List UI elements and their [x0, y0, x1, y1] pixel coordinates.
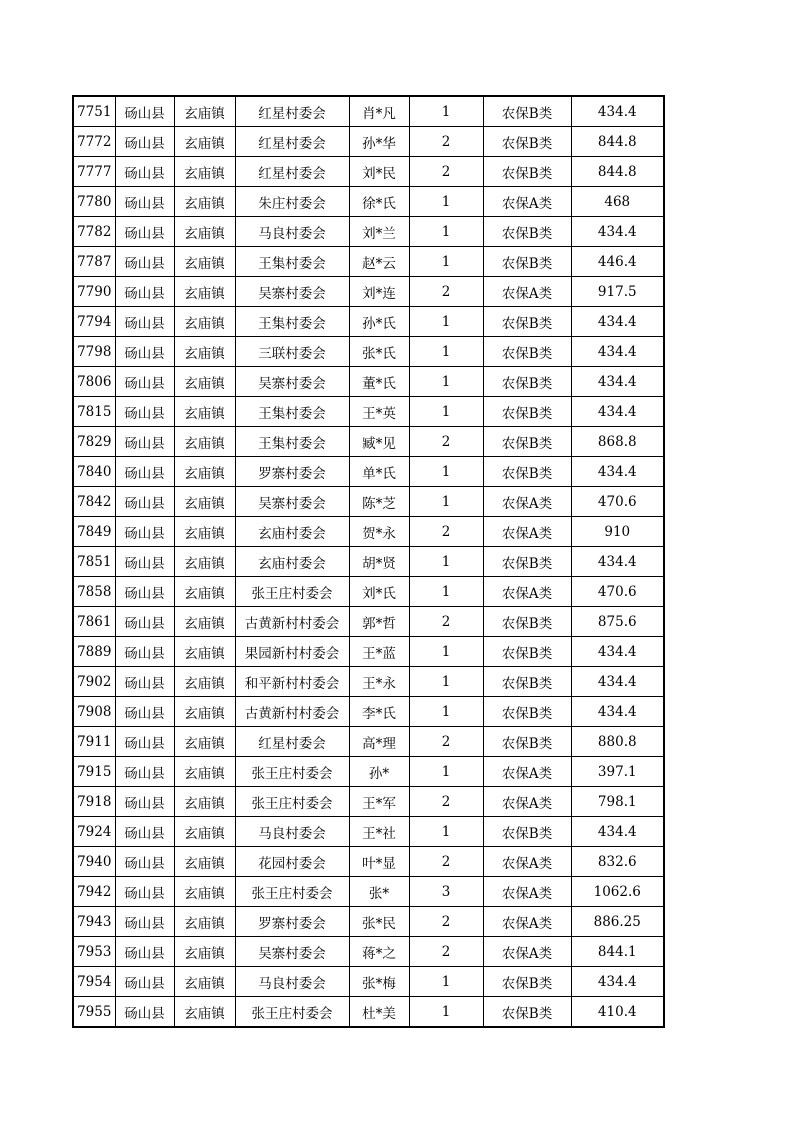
- village-cell: 马良村委会: [235, 967, 349, 997]
- village-cell: 张王庄村委会: [235, 757, 349, 787]
- village-cell: 吴寨村委会: [235, 487, 349, 517]
- record-id-cell: 7794: [73, 307, 115, 337]
- insurance-class-cell: 农保B类: [483, 397, 571, 427]
- household-size-cell: 2: [409, 907, 483, 937]
- insurance-class-cell: 农保B类: [483, 817, 571, 847]
- name-cell: 贺*永: [349, 517, 409, 547]
- amount-cell: 434.4: [571, 457, 664, 487]
- household-size-cell: 1: [409, 187, 483, 217]
- town-cell: 玄庙镇: [174, 727, 235, 757]
- record-id-cell: 7842: [73, 487, 115, 517]
- table-row: [73, 727, 664, 757]
- table-row: [73, 757, 664, 787]
- village-cell: 王集村委会: [235, 427, 349, 457]
- amount-cell: 434.4: [571, 637, 664, 667]
- town-cell: 玄庙镇: [174, 397, 235, 427]
- amount-cell: 397.1: [571, 757, 664, 787]
- table-row: [73, 517, 664, 547]
- village-cell: 张王庄村委会: [235, 877, 349, 907]
- insurance-class-cell: 农保A类: [483, 877, 571, 907]
- town-cell: 玄庙镇: [174, 517, 235, 547]
- record-id-cell: 7751: [73, 96, 115, 127]
- household-size-cell: 2: [409, 427, 483, 457]
- name-cell: 蒋*之: [349, 937, 409, 967]
- table-row: [73, 697, 664, 727]
- amount-cell: 1062.6: [571, 877, 664, 907]
- insurance-class-cell: 农保B类: [483, 367, 571, 397]
- county-cell: 砀山县: [115, 217, 174, 247]
- village-cell: 红星村委会: [235, 727, 349, 757]
- town-cell: 玄庙镇: [174, 187, 235, 217]
- table-row: [73, 96, 664, 127]
- amount-cell: 917.5: [571, 277, 664, 307]
- town-cell: 玄庙镇: [174, 547, 235, 577]
- county-cell: 砀山县: [115, 487, 174, 517]
- household-size-cell: 1: [409, 817, 483, 847]
- name-cell: 臧*见: [349, 427, 409, 457]
- household-size-cell: 2: [409, 727, 483, 757]
- amount-cell: 868.8: [571, 427, 664, 457]
- name-cell: 张*氏: [349, 337, 409, 367]
- table-row: [73, 127, 664, 157]
- name-cell: 张*民: [349, 907, 409, 937]
- table-row: [73, 997, 664, 1028]
- household-size-cell: 1: [409, 247, 483, 277]
- table-row: [73, 247, 664, 277]
- village-cell: 果园新村村委会: [235, 637, 349, 667]
- amount-cell: 844.8: [571, 157, 664, 187]
- county-cell: 砀山县: [115, 577, 174, 607]
- amount-cell: 910: [571, 517, 664, 547]
- table-row: [73, 157, 664, 187]
- village-cell: 玄庙村委会: [235, 517, 349, 547]
- insurance-class-cell: 农保B类: [483, 547, 571, 577]
- name-cell: 胡*贤: [349, 547, 409, 577]
- insurance-class-cell: 农保A类: [483, 907, 571, 937]
- name-cell: 单*氏: [349, 457, 409, 487]
- record-id-cell: 7798: [73, 337, 115, 367]
- household-size-cell: 2: [409, 847, 483, 877]
- county-cell: 砀山县: [115, 547, 174, 577]
- village-cell: 吴寨村委会: [235, 367, 349, 397]
- amount-cell: 434.4: [571, 96, 664, 127]
- insurance-class-cell: 农保B类: [483, 127, 571, 157]
- name-cell: 王*社: [349, 817, 409, 847]
- amount-cell: 434.4: [571, 817, 664, 847]
- table-row: [73, 787, 664, 817]
- insurance-class-cell: 农保B类: [483, 457, 571, 487]
- table-row: [73, 577, 664, 607]
- record-id-cell: 7849: [73, 517, 115, 547]
- record-id-cell: 7858: [73, 577, 115, 607]
- amount-cell: 434.4: [571, 337, 664, 367]
- insurance-class-cell: 农保B类: [483, 967, 571, 997]
- amount-cell: 434.4: [571, 967, 664, 997]
- village-cell: 马良村委会: [235, 817, 349, 847]
- record-id-cell: 7943: [73, 907, 115, 937]
- amount-cell: 410.4: [571, 997, 664, 1028]
- town-cell: 玄庙镇: [174, 367, 235, 397]
- household-size-cell: 1: [409, 967, 483, 997]
- table-row: [73, 307, 664, 337]
- household-size-cell: 1: [409, 337, 483, 367]
- village-cell: 和平新村村委会: [235, 667, 349, 697]
- county-cell: 砀山县: [115, 817, 174, 847]
- name-cell: 徐*氏: [349, 187, 409, 217]
- household-size-cell: 2: [409, 157, 483, 187]
- town-cell: 玄庙镇: [174, 307, 235, 337]
- table-row: [73, 877, 664, 907]
- amount-cell: 434.4: [571, 397, 664, 427]
- record-id-cell: 7861: [73, 607, 115, 637]
- town-cell: 玄庙镇: [174, 787, 235, 817]
- insurance-class-cell: 农保B类: [483, 96, 571, 127]
- village-cell: 古黄新村村委会: [235, 697, 349, 727]
- amount-cell: 886.25: [571, 907, 664, 937]
- amount-cell: 468: [571, 187, 664, 217]
- insurance-class-cell: 农保B类: [483, 247, 571, 277]
- record-id-cell: 7940: [73, 847, 115, 877]
- village-cell: 玄庙村委会: [235, 547, 349, 577]
- amount-cell: 446.4: [571, 247, 664, 277]
- table-row: [73, 487, 664, 517]
- household-size-cell: 1: [409, 697, 483, 727]
- county-cell: 砀山县: [115, 757, 174, 787]
- county-cell: 砀山县: [115, 937, 174, 967]
- record-id-cell: 7772: [73, 127, 115, 157]
- county-cell: 砀山县: [115, 787, 174, 817]
- county-cell: 砀山县: [115, 907, 174, 937]
- county-cell: 砀山县: [115, 457, 174, 487]
- household-size-cell: 1: [409, 457, 483, 487]
- insurance-class-cell: 农保B类: [483, 607, 571, 637]
- insurance-class-cell: 农保A类: [483, 937, 571, 967]
- village-cell: 罗寨村委会: [235, 907, 349, 937]
- roster-table: [72, 95, 665, 1028]
- insurance-class-cell: 农保A类: [483, 187, 571, 217]
- county-cell: 砀山县: [115, 187, 174, 217]
- name-cell: 张*: [349, 877, 409, 907]
- record-id-cell: 7902: [73, 667, 115, 697]
- village-cell: 红星村委会: [235, 96, 349, 127]
- town-cell: 玄庙镇: [174, 247, 235, 277]
- insurance-class-cell: 农保B类: [483, 697, 571, 727]
- record-id-cell: 7840: [73, 457, 115, 487]
- insurance-class-cell: 农保B类: [483, 667, 571, 697]
- record-id-cell: 7815: [73, 397, 115, 427]
- insurance-class-cell: 农保A类: [483, 787, 571, 817]
- household-size-cell: 1: [409, 757, 483, 787]
- village-cell: 张王庄村委会: [235, 577, 349, 607]
- record-id-cell: 7780: [73, 187, 115, 217]
- insurance-class-cell: 农保B类: [483, 307, 571, 337]
- village-cell: 张王庄村委会: [235, 787, 349, 817]
- village-cell: 吴寨村委会: [235, 937, 349, 967]
- record-id-cell: 7918: [73, 787, 115, 817]
- household-size-cell: 2: [409, 127, 483, 157]
- village-cell: 三联村委会: [235, 337, 349, 367]
- amount-cell: 470.6: [571, 487, 664, 517]
- amount-cell: 434.4: [571, 217, 664, 247]
- record-id-cell: 7942: [73, 877, 115, 907]
- table-row: [73, 457, 664, 487]
- amount-cell: 844.1: [571, 937, 664, 967]
- insurance-class-cell: 农保B类: [483, 337, 571, 367]
- household-size-cell: 1: [409, 997, 483, 1028]
- household-size-cell: 1: [409, 637, 483, 667]
- table-row: [73, 187, 664, 217]
- table-row: [73, 547, 664, 577]
- household-size-cell: 1: [409, 397, 483, 427]
- record-id-cell: 7924: [73, 817, 115, 847]
- amount-cell: 434.4: [571, 367, 664, 397]
- name-cell: 孙*华: [349, 127, 409, 157]
- amount-cell: 875.6: [571, 607, 664, 637]
- village-cell: 张王庄村委会: [235, 997, 349, 1028]
- insurance-class-cell: 农保A类: [483, 517, 571, 547]
- town-cell: 玄庙镇: [174, 757, 235, 787]
- insurance-class-cell: 农保A类: [483, 847, 571, 877]
- insurance-class-cell: 农保B类: [483, 427, 571, 457]
- village-cell: 红星村委会: [235, 127, 349, 157]
- insurance-class-cell: 农保B类: [483, 157, 571, 187]
- household-size-cell: 3: [409, 877, 483, 907]
- name-cell: 叶*显: [349, 847, 409, 877]
- name-cell: 王*军: [349, 787, 409, 817]
- household-size-cell: 2: [409, 277, 483, 307]
- village-cell: 王集村委会: [235, 247, 349, 277]
- name-cell: 陈*芝: [349, 487, 409, 517]
- county-cell: 砀山县: [115, 337, 174, 367]
- record-id-cell: 7829: [73, 427, 115, 457]
- insurance-class-cell: 农保A类: [483, 277, 571, 307]
- household-size-cell: 2: [409, 787, 483, 817]
- name-cell: 肖*凡: [349, 96, 409, 127]
- table-row: [73, 217, 664, 247]
- county-cell: 砀山县: [115, 127, 174, 157]
- name-cell: 王*蓝: [349, 637, 409, 667]
- county-cell: 砀山县: [115, 667, 174, 697]
- table-row: [73, 607, 664, 637]
- amount-cell: 434.4: [571, 697, 664, 727]
- household-size-cell: 1: [409, 487, 483, 517]
- record-id-cell: 7790: [73, 277, 115, 307]
- town-cell: 玄庙镇: [174, 607, 235, 637]
- household-size-cell: 1: [409, 307, 483, 337]
- amount-cell: 470.6: [571, 577, 664, 607]
- record-id-cell: 7787: [73, 247, 115, 277]
- household-size-cell: 1: [409, 577, 483, 607]
- village-cell: 王集村委会: [235, 397, 349, 427]
- roster-body: [73, 96, 664, 1027]
- table-row: [73, 967, 664, 997]
- town-cell: 玄庙镇: [174, 667, 235, 697]
- table-row: [73, 397, 664, 427]
- name-cell: 郭*哲: [349, 607, 409, 637]
- town-cell: 玄庙镇: [174, 877, 235, 907]
- name-cell: 王*英: [349, 397, 409, 427]
- household-size-cell: 1: [409, 367, 483, 397]
- insurance-class-cell: 农保B类: [483, 217, 571, 247]
- table-row: [73, 337, 664, 367]
- town-cell: 玄庙镇: [174, 697, 235, 727]
- table-row: [73, 427, 664, 457]
- name-cell: 刘*连: [349, 277, 409, 307]
- insurance-class-cell: 农保B类: [483, 637, 571, 667]
- town-cell: 玄庙镇: [174, 157, 235, 187]
- table-row: [73, 937, 664, 967]
- town-cell: 玄庙镇: [174, 967, 235, 997]
- county-cell: 砀山县: [115, 697, 174, 727]
- village-cell: 红星村委会: [235, 157, 349, 187]
- household-size-cell: 1: [409, 547, 483, 577]
- name-cell: 孙*: [349, 757, 409, 787]
- insurance-class-cell: 农保B类: [483, 997, 571, 1028]
- insurance-class-cell: 农保A类: [483, 757, 571, 787]
- name-cell: 董*氏: [349, 367, 409, 397]
- record-id-cell: 7915: [73, 757, 115, 787]
- county-cell: 砀山县: [115, 157, 174, 187]
- household-size-cell: 1: [409, 96, 483, 127]
- village-cell: 王集村委会: [235, 307, 349, 337]
- county-cell: 砀山县: [115, 877, 174, 907]
- county-cell: 砀山县: [115, 247, 174, 277]
- name-cell: 刘*民: [349, 157, 409, 187]
- household-size-cell: 2: [409, 937, 483, 967]
- insurance-class-cell: 农保A类: [483, 577, 571, 607]
- county-cell: 砀山县: [115, 367, 174, 397]
- town-cell: 玄庙镇: [174, 577, 235, 607]
- table-row: [73, 907, 664, 937]
- name-cell: 李*氏: [349, 697, 409, 727]
- town-cell: 玄庙镇: [174, 847, 235, 877]
- household-size-cell: 1: [409, 217, 483, 247]
- county-cell: 砀山县: [115, 307, 174, 337]
- insurance-class-cell: 农保B类: [483, 727, 571, 757]
- town-cell: 玄庙镇: [174, 217, 235, 247]
- record-id-cell: 7908: [73, 697, 115, 727]
- town-cell: 玄庙镇: [174, 337, 235, 367]
- county-cell: 砀山县: [115, 967, 174, 997]
- table-row: [73, 847, 664, 877]
- table-row: [73, 637, 664, 667]
- amount-cell: 434.4: [571, 307, 664, 337]
- table-row: [73, 667, 664, 697]
- table-row: [73, 817, 664, 847]
- town-cell: 玄庙镇: [174, 487, 235, 517]
- amount-cell: 832.6: [571, 847, 664, 877]
- record-id-cell: 7782: [73, 217, 115, 247]
- record-id-cell: 7953: [73, 937, 115, 967]
- town-cell: 玄庙镇: [174, 277, 235, 307]
- amount-cell: 434.4: [571, 667, 664, 697]
- town-cell: 玄庙镇: [174, 96, 235, 127]
- village-cell: 罗寨村委会: [235, 457, 349, 487]
- name-cell: 赵*云: [349, 247, 409, 277]
- county-cell: 砀山县: [115, 517, 174, 547]
- record-id-cell: 7889: [73, 637, 115, 667]
- amount-cell: 798.1: [571, 787, 664, 817]
- village-cell: 朱庄村委会: [235, 187, 349, 217]
- county-cell: 砀山县: [115, 96, 174, 127]
- village-cell: 吴寨村委会: [235, 277, 349, 307]
- name-cell: 高*理: [349, 727, 409, 757]
- town-cell: 玄庙镇: [174, 997, 235, 1028]
- town-cell: 玄庙镇: [174, 637, 235, 667]
- record-id-cell: 7954: [73, 967, 115, 997]
- name-cell: 刘*氏: [349, 577, 409, 607]
- insurance-class-cell: 农保A类: [483, 487, 571, 517]
- county-cell: 砀山县: [115, 997, 174, 1028]
- name-cell: 张*梅: [349, 967, 409, 997]
- household-size-cell: 2: [409, 517, 483, 547]
- town-cell: 玄庙镇: [174, 817, 235, 847]
- town-cell: 玄庙镇: [174, 907, 235, 937]
- village-cell: 马良村委会: [235, 217, 349, 247]
- town-cell: 玄庙镇: [174, 127, 235, 157]
- name-cell: 杜*美: [349, 997, 409, 1028]
- amount-cell: 880.8: [571, 727, 664, 757]
- county-cell: 砀山县: [115, 847, 174, 877]
- town-cell: 玄庙镇: [174, 427, 235, 457]
- county-cell: 砀山县: [115, 277, 174, 307]
- county-cell: 砀山县: [115, 427, 174, 457]
- record-id-cell: 7955: [73, 997, 115, 1028]
- county-cell: 砀山县: [115, 637, 174, 667]
- table-row: [73, 277, 664, 307]
- county-cell: 砀山县: [115, 397, 174, 427]
- household-size-cell: 1: [409, 667, 483, 697]
- county-cell: 砀山县: [115, 607, 174, 637]
- town-cell: 玄庙镇: [174, 457, 235, 487]
- name-cell: 刘*兰: [349, 217, 409, 247]
- household-size-cell: 2: [409, 607, 483, 637]
- town-cell: 玄庙镇: [174, 937, 235, 967]
- name-cell: 王*永: [349, 667, 409, 697]
- village-cell: 古黄新村村委会: [235, 607, 349, 637]
- table-row: [73, 367, 664, 397]
- amount-cell: 844.8: [571, 127, 664, 157]
- county-cell: 砀山县: [115, 727, 174, 757]
- amount-cell: 434.4: [571, 547, 664, 577]
- record-id-cell: 7777: [73, 157, 115, 187]
- record-id-cell: 7806: [73, 367, 115, 397]
- record-id-cell: 7911: [73, 727, 115, 757]
- record-id-cell: 7851: [73, 547, 115, 577]
- name-cell: 孙*氏: [349, 307, 409, 337]
- village-cell: 花园村委会: [235, 847, 349, 877]
